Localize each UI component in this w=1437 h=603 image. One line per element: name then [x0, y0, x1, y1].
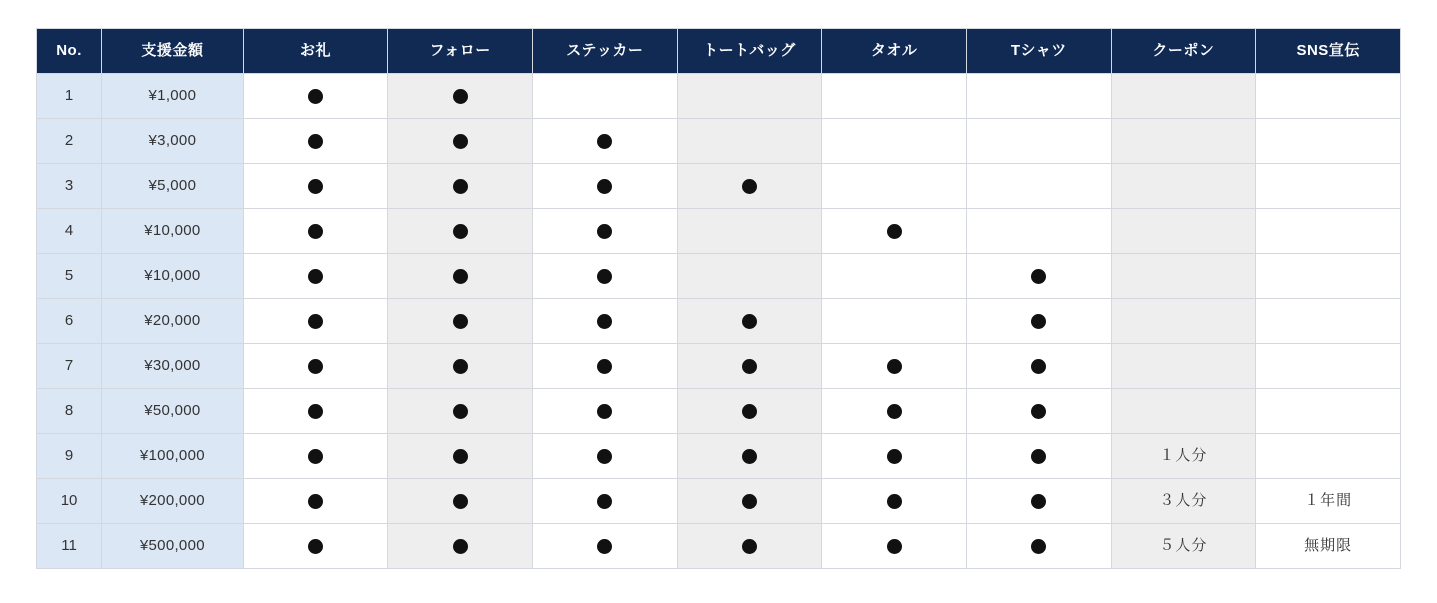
- pledge-amount-cell: ¥500,000: [102, 524, 244, 569]
- perk-cell-thanks: [243, 164, 388, 209]
- included-dot-icon: [453, 179, 468, 194]
- perk-cell-towel: [822, 299, 967, 344]
- included-dot-icon: [887, 224, 902, 239]
- row-index-cell: 4: [37, 209, 102, 254]
- column-header-coupon: クーポン: [1111, 29, 1256, 74]
- perk-cell-tshirt: [966, 389, 1111, 434]
- perk-cell-totebag: [677, 254, 822, 299]
- included-dot-icon: [887, 404, 902, 419]
- perk-cell-totebag: [677, 479, 822, 524]
- perk-cell-sns: [1256, 164, 1401, 209]
- perk-cell-totebag: [677, 434, 822, 479]
- included-dot-icon: [1031, 269, 1046, 284]
- perk-value-text: １人分: [1159, 447, 1208, 464]
- perk-cell-coupon: [1111, 119, 1256, 164]
- perk-cell-coupon: [1111, 164, 1256, 209]
- row-index-cell: 5: [37, 254, 102, 299]
- included-dot-icon: [1031, 539, 1046, 554]
- included-dot-icon: [597, 359, 612, 374]
- included-dot-icon: [597, 494, 612, 509]
- included-dot-icon: [308, 269, 323, 284]
- perk-cell-totebag: [677, 74, 822, 119]
- perk-cell-tshirt: [966, 74, 1111, 119]
- table-row: [37, 209, 1401, 254]
- included-dot-icon: [308, 89, 323, 104]
- included-dot-icon: [597, 539, 612, 554]
- perk-cell-towel: [822, 479, 967, 524]
- row-index-cell: 6: [37, 299, 102, 344]
- perk-cell-tshirt: [966, 164, 1111, 209]
- perk-cell-thanks: [243, 434, 388, 479]
- perk-cell-sns: [1256, 119, 1401, 164]
- perk-cell-sticker: [532, 254, 677, 299]
- column-header-towel: タオル: [822, 29, 967, 74]
- perk-cell-follow: [388, 389, 533, 434]
- table-row: [37, 344, 1401, 389]
- table-row: [37, 74, 1401, 119]
- perk-cell-thanks: [243, 209, 388, 254]
- perk-cell-totebag: [677, 119, 822, 164]
- pledge-amount-cell: ¥50,000: [102, 389, 244, 434]
- included-dot-icon: [597, 179, 612, 194]
- perk-cell-sns: [1256, 74, 1401, 119]
- included-dot-icon: [308, 134, 323, 149]
- included-dot-icon: [742, 179, 757, 194]
- perk-value-text: １年間: [1304, 492, 1353, 509]
- perk-cell-coupon: [1111, 344, 1256, 389]
- included-dot-icon: [453, 449, 468, 464]
- row-index-cell: 2: [37, 119, 102, 164]
- included-dot-icon: [453, 89, 468, 104]
- perk-cell-thanks: [243, 254, 388, 299]
- included-dot-icon: [453, 494, 468, 509]
- perk-cell-coupon: [1111, 74, 1256, 119]
- table-row: [37, 524, 1401, 569]
- perk-cell-coupon: [1111, 209, 1256, 254]
- perk-cell-sns: [1256, 254, 1401, 299]
- table-row: [37, 389, 1401, 434]
- included-dot-icon: [308, 494, 323, 509]
- pledge-amount-cell: ¥30,000: [102, 344, 244, 389]
- included-dot-icon: [597, 269, 612, 284]
- column-header-sns: SNS宣伝: [1256, 29, 1401, 74]
- perk-cell-follow: [388, 344, 533, 389]
- perk-cell-totebag: [677, 524, 822, 569]
- included-dot-icon: [1031, 404, 1046, 419]
- perk-cell-sticker: [532, 434, 677, 479]
- row-index-cell: 10: [37, 479, 102, 524]
- perk-cell-towel: [822, 389, 967, 434]
- perk-cell-towel: [822, 74, 967, 119]
- column-header-thanks: お礼: [243, 29, 388, 74]
- perk-cell-towel: [822, 254, 967, 299]
- perk-cell-coupon: [1111, 479, 1256, 524]
- perk-value-text: 無期限: [1304, 537, 1353, 554]
- table-row: [37, 479, 1401, 524]
- pledge-amount-cell: ¥20,000: [102, 299, 244, 344]
- row-index-cell: 3: [37, 164, 102, 209]
- included-dot-icon: [453, 269, 468, 284]
- table-header-row: [37, 29, 1401, 74]
- perk-cell-thanks: [243, 119, 388, 164]
- row-index-cell: 11: [37, 524, 102, 569]
- included-dot-icon: [453, 134, 468, 149]
- perk-cell-towel: [822, 164, 967, 209]
- table-row: [37, 434, 1401, 479]
- included-dot-icon: [308, 179, 323, 194]
- perk-cell-sns: [1256, 299, 1401, 344]
- pledge-amount-cell: ¥10,000: [102, 209, 244, 254]
- table-body: [37, 74, 1401, 569]
- perk-cell-sns: [1256, 524, 1401, 569]
- included-dot-icon: [597, 224, 612, 239]
- included-dot-icon: [453, 404, 468, 419]
- perk-cell-thanks: [243, 299, 388, 344]
- perk-cell-coupon: [1111, 524, 1256, 569]
- perk-cell-coupon: [1111, 254, 1256, 299]
- included-dot-icon: [453, 224, 468, 239]
- perk-cell-tshirt: [966, 209, 1111, 254]
- table-row: [37, 164, 1401, 209]
- perk-cell-sticker: [532, 74, 677, 119]
- included-dot-icon: [742, 449, 757, 464]
- perk-cell-follow: [388, 164, 533, 209]
- perk-cell-sticker: [532, 164, 677, 209]
- included-dot-icon: [1031, 494, 1046, 509]
- perk-cell-sticker: [532, 209, 677, 254]
- perk-cell-follow: [388, 209, 533, 254]
- included-dot-icon: [308, 359, 323, 374]
- perk-cell-towel: [822, 119, 967, 164]
- pledge-amount-cell: ¥10,000: [102, 254, 244, 299]
- included-dot-icon: [308, 404, 323, 419]
- perk-cell-sns: [1256, 344, 1401, 389]
- perk-cell-totebag: [677, 209, 822, 254]
- included-dot-icon: [597, 134, 612, 149]
- perk-value-text: ５人分: [1159, 537, 1208, 554]
- perk-cell-towel: [822, 524, 967, 569]
- column-header-tshirt: Tシャツ: [966, 29, 1111, 74]
- table-header: [37, 29, 1401, 74]
- column-header-sticker: ステッカー: [532, 29, 677, 74]
- reward-comparison-table: [36, 28, 1401, 569]
- perk-cell-coupon: [1111, 299, 1256, 344]
- perk-cell-thanks: [243, 389, 388, 434]
- column-header-no: No.: [37, 29, 102, 74]
- perk-cell-follow: [388, 479, 533, 524]
- perk-cell-towel: [822, 344, 967, 389]
- perk-cell-sticker: [532, 524, 677, 569]
- perk-cell-sticker: [532, 389, 677, 434]
- table-row: [37, 299, 1401, 344]
- pledge-amount-cell: ¥5,000: [102, 164, 244, 209]
- perk-cell-tshirt: [966, 119, 1111, 164]
- pledge-amount-cell: ¥200,000: [102, 479, 244, 524]
- column-header-follow: フォロー: [388, 29, 533, 74]
- included-dot-icon: [597, 314, 612, 329]
- included-dot-icon: [597, 449, 612, 464]
- perk-cell-thanks: [243, 74, 388, 119]
- included-dot-icon: [453, 539, 468, 554]
- included-dot-icon: [453, 359, 468, 374]
- table-row: [37, 119, 1401, 164]
- included-dot-icon: [1031, 449, 1046, 464]
- perk-cell-follow: [388, 299, 533, 344]
- perk-value-text: ３人分: [1159, 492, 1208, 509]
- row-index-cell: 8: [37, 389, 102, 434]
- included-dot-icon: [308, 314, 323, 329]
- perk-cell-coupon: [1111, 389, 1256, 434]
- included-dot-icon: [887, 359, 902, 374]
- included-dot-icon: [597, 404, 612, 419]
- included-dot-icon: [742, 539, 757, 554]
- perk-cell-follow: [388, 119, 533, 164]
- included-dot-icon: [308, 449, 323, 464]
- perk-cell-sns: [1256, 479, 1401, 524]
- perk-cell-totebag: [677, 299, 822, 344]
- pledge-amount-cell: ¥1,000: [102, 74, 244, 119]
- perk-cell-towel: [822, 434, 967, 479]
- perk-cell-tshirt: [966, 524, 1111, 569]
- included-dot-icon: [742, 404, 757, 419]
- included-dot-icon: [308, 539, 323, 554]
- row-index-cell: 7: [37, 344, 102, 389]
- included-dot-icon: [308, 224, 323, 239]
- included-dot-icon: [887, 494, 902, 509]
- perk-cell-follow: [388, 74, 533, 119]
- included-dot-icon: [742, 359, 757, 374]
- row-index-cell: 9: [37, 434, 102, 479]
- perk-cell-sticker: [532, 479, 677, 524]
- included-dot-icon: [742, 314, 757, 329]
- perk-cell-tshirt: [966, 479, 1111, 524]
- perk-cell-tshirt: [966, 299, 1111, 344]
- included-dot-icon: [887, 539, 902, 554]
- perk-cell-thanks: [243, 479, 388, 524]
- included-dot-icon: [1031, 359, 1046, 374]
- pledge-amount-cell: ¥100,000: [102, 434, 244, 479]
- pledge-amount-cell: ¥3,000: [102, 119, 244, 164]
- row-index-cell: 1: [37, 74, 102, 119]
- column-header-amount: 支援金額: [102, 29, 244, 74]
- perk-cell-sns: [1256, 209, 1401, 254]
- perk-cell-follow: [388, 254, 533, 299]
- perk-cell-totebag: [677, 389, 822, 434]
- perk-cell-totebag: [677, 164, 822, 209]
- perk-cell-totebag: [677, 344, 822, 389]
- perk-cell-sns: [1256, 389, 1401, 434]
- perk-cell-follow: [388, 524, 533, 569]
- perk-cell-sns: [1256, 434, 1401, 479]
- included-dot-icon: [742, 494, 757, 509]
- included-dot-icon: [453, 314, 468, 329]
- column-header-totebag: トートバッグ: [677, 29, 822, 74]
- perk-cell-tshirt: [966, 434, 1111, 479]
- perk-cell-towel: [822, 209, 967, 254]
- perk-cell-follow: [388, 434, 533, 479]
- perk-cell-sticker: [532, 119, 677, 164]
- perk-cell-thanks: [243, 344, 388, 389]
- included-dot-icon: [887, 449, 902, 464]
- table-row: [37, 254, 1401, 299]
- perk-cell-tshirt: [966, 344, 1111, 389]
- perk-cell-thanks: [243, 524, 388, 569]
- perk-cell-sticker: [532, 344, 677, 389]
- included-dot-icon: [1031, 314, 1046, 329]
- perk-cell-sticker: [532, 299, 677, 344]
- perk-cell-tshirt: [966, 254, 1111, 299]
- perk-cell-coupon: [1111, 434, 1256, 479]
